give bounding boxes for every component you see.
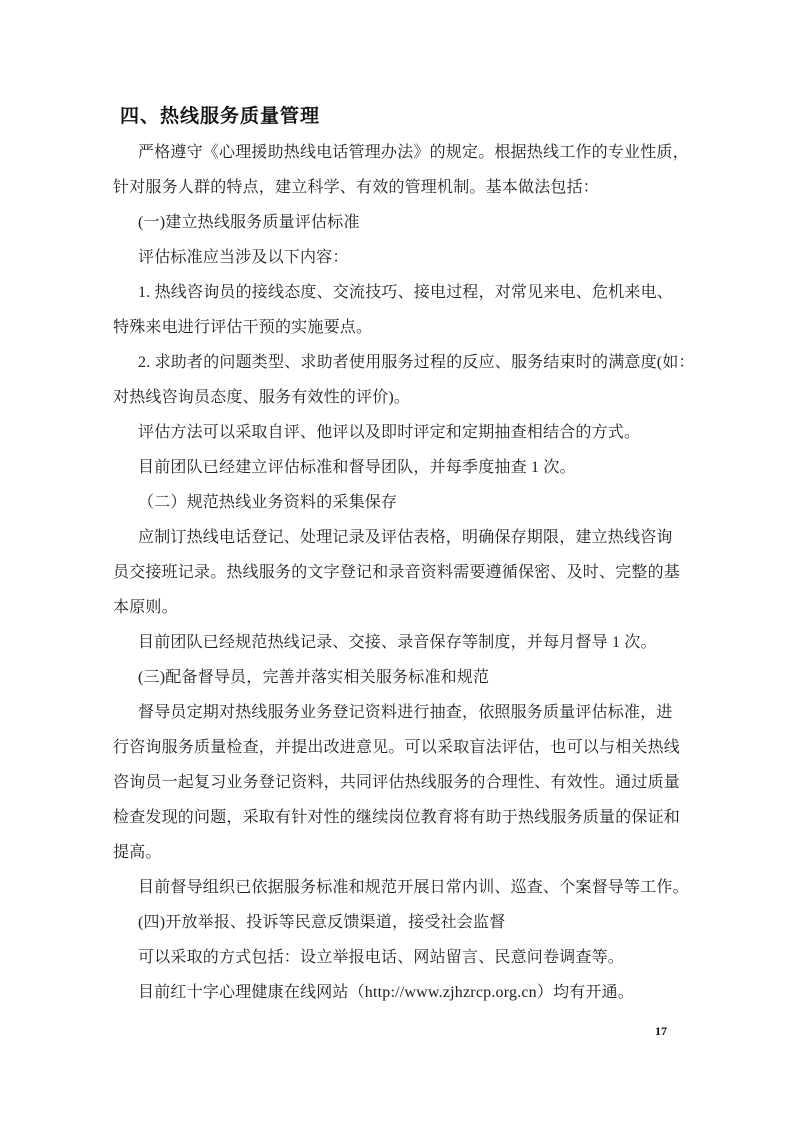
text-line: 行咨询服务质量检查，并提出改进意见。可以采取盲法评估，也可以与相关热线 [113, 739, 681, 756]
text-line: (四)开放举报、投诉等民意反馈渠道，接受社会监督 [138, 914, 506, 931]
text-line: 2. 求助者的问题类型、求助者使用服务过程的反应、服务结束时的满意度(如： [138, 354, 695, 371]
document-body [113, 139, 695, 1014]
text-line: 针对服务人群的特点，建立科学、有效的管理机制。基本做法包括： [113, 179, 600, 196]
text-line: 严格遵守《心理援助热线电话管理办法》的规定。根据热线工作的专业性质， [138, 144, 689, 161]
text-line: 督导员定期对热线服务业务登记资料进行抽查，依照服务质量评估标准，进 [138, 704, 673, 721]
text-line: （二）规范热线业务资料的采集保存 [138, 494, 398, 511]
text-line: 目前团队已经建立评估标准和督导团队，并每季度抽查 1 次。 [138, 459, 576, 476]
text-line: 咨询员一起复习业务登记资料，共同评估热线服务的合理性、有效性。通过质量 [113, 774, 681, 791]
text-line: 应制订热线电话登记、处理记录及评估表格，明确保存期限，建立热线咨询 [138, 529, 673, 546]
text-line: (一)建立热线服务质量评估标准 [138, 214, 360, 231]
text-line: 员交接班记录。热线服务的文字登记和录音资料需要遵循保密、及时、完整的基 [113, 564, 681, 581]
section-heading: 四、热线服务质量管理 [120, 106, 321, 127]
text-line: 对热线咨询员态度、服务有效性的评价)。 [113, 389, 411, 406]
text-line: 评估标准应当涉及以下内容： [138, 249, 349, 266]
text-line: 检查发现的问题，采取有针对性的继续岗位教育将有助于热线服务质量的保证和 [113, 809, 681, 826]
text-line: 1. 热线咨询员的接线态度、交流技巧、接电过程，对常见来电、危机来电、 [138, 284, 674, 301]
text-line: 目前督导组织已依据服务标准和规范开展日常内训、巡查、个案督导等工作。 [138, 879, 689, 896]
text-line: 本原则。 [113, 599, 178, 616]
text-line: 提高。 [113, 844, 162, 861]
text-line: 评估方法可以采取自评、他评以及即时评定和定期抽查相结合的方式。 [138, 424, 641, 441]
text-line: 目前红十字心理健康在线网站（http://www.zjhzrcp.org.cn）均有开通。 [138, 984, 635, 1001]
page-number: 17 [655, 1024, 667, 1038]
text-line: 目前团队已经规范热线记录、交接、录音保存等制度，并每月督导 1 次。 [138, 634, 657, 651]
text-line: 特殊来电进行评估干预的实施要点。 [113, 319, 373, 336]
text-line: (三)配备督导员，完善并落实相关服务标准和规范 [138, 669, 490, 686]
text-line: 可以采取的方式包括：设立举报电话、网站留言、民意问卷调查等。 [138, 949, 625, 966]
